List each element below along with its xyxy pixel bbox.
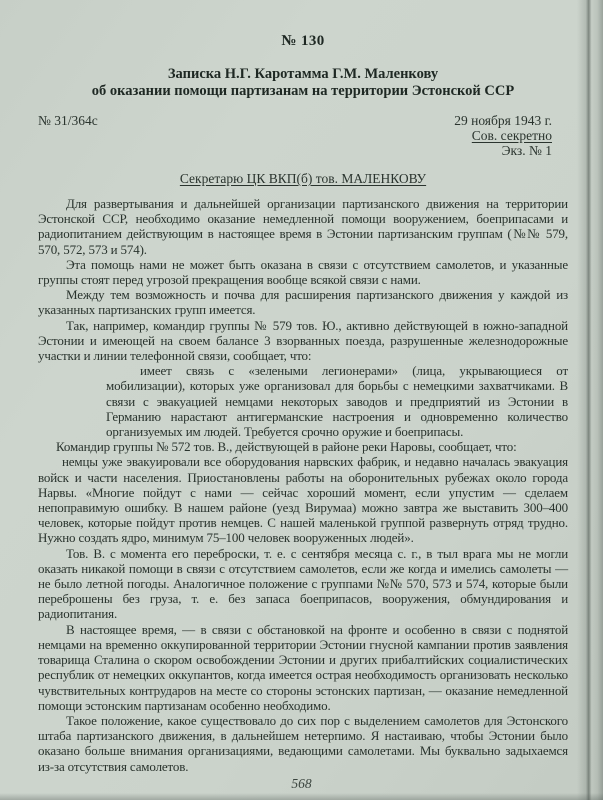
- document-date: 29 ноября 1943 г.: [454, 113, 552, 128]
- copy-number: Экз. № 1: [501, 143, 552, 158]
- paragraph-10: Такое положение, какое существовало до сих пор с выделением самолетов для Эстонского штаба партизанского движения, в дальнейшем нетерпимо. Я настаиваю, чтобы Эстонии было оказано больше внимания организациями, ведающими самолетами. Мы буквально задыхаемся из-за отсутствия самолетов.: [38, 712, 568, 774]
- document-content: [38, 0, 568, 774]
- paragraph-8: Тов. В. с момента его переброски, т. е. с сентября месяца с. г., в тыл врага мы не могли оказать никакой помощи в связи с отсутствием самолетов, если же когда и имелись самолеты — не было летной погоды. Аналогичное положение с группами №№ 570, 573 и 574, которые были переброшены без груза, т. е. без запаса боеприпасов, вооружения, обмундирования и радиопитания.: [38, 545, 568, 622]
- page-number: 568: [291, 776, 312, 791]
- document-title: [38, 66, 568, 100]
- document-title-line2: об оказании помощи партизанам на территории Эстонской ССР: [91, 83, 515, 99]
- paragraph-1: Для развертывания и дальнейшей организации партизанского движения на территории Эстонской ССР, необходимо оказание немедленной помощи вооружением, боеприпасами и радиопитанием действующим в настоящее время в Эстонии партизанским группам (№№ 579, 570, 572, 573 и 574).: [38, 196, 568, 257]
- paragraph-2: Эта помощь нами не может быть оказана в связи с отсутствием самолетов, и указанные группы стоят перед угрозой прекращения вообще всякой связи с нами.: [38, 256, 568, 288]
- paragraph-6: Командир группы № 572 тов. В., действующей в районе реки Наровы, сообщает, что:: [56, 439, 517, 455]
- classification-stamp: Сов. секретно: [471, 128, 552, 143]
- document-meta: [38, 113, 568, 158]
- document-title-line1: Записка Н.Г. Каротамма Г.М. Маленкову: [167, 66, 439, 82]
- paragraph-9: В настоящее время, — в связи с обстановкой на фронте и особенно в связи с поднятой немцами на временно оккупированной территории Эстонии гнусной кампании против заявления товарища Сталина о скором освобождении Эстонии и других прибалтийских социалистических республик от немецких оккупантов, когда имеется острая необходимость организовать несколько чувствительных контрударов на месте со стороны эстонских партизан, — оказание немедленной помощи эстонским партизанам особенно необходимо.: [38, 621, 568, 713]
- document-body: [38, 196, 568, 774]
- paragraph-5-quoted-report: имеет связь с «зелеными легионерами» (лица, укрывающиеся от мобилизации), которых уже организовал для борьбы с немецкими захватчиками. В связи с эвакуацией немцами некоторых заводов и предприятий из Эстонии в Германию нарастают антигерманские настроения и одновременно количество организуемых им людей. Требуется срочно оружие и боеприпасы.: [106, 363, 568, 440]
- bottom-edge-shadow: [0, 793, 603, 800]
- paragraph-3: Между тем возможность и почва для расширения партизанского движения у каждой из указанных партизанских групп имеется.: [38, 287, 568, 318]
- salutation: Секретарю ЦК ВКП(б) тов. МАЛЕНКОВУ: [179, 171, 427, 186]
- book-gutter-shadow: [577, 0, 603, 800]
- paragraph-4: Так, например, командир группы № 579 тов. Ю., активно действующей в южно-западной Эстонии и имеющей на своем балансе 3 взорванных поезда, разрушенные железнодорожные участки и линии телефонной связи, сообщает, что:: [38, 317, 568, 364]
- paragraph-7-quoted-report: немцы уже эвакуировали все оборудования нарвских фабрик, и недавно началась эвакуация войск и части населения. Приостановлены работы на оборонительных рубежах около города Нарвы. «Многие пойдут с нами — сейчас хороший момент, если упустим — сделаем непоправимую ошибку. В нашем районе (уезд Вирумаа) можно завтра же выставить 300–400 человек, которые пойдут против немцев. С нашей маленькой группой развернуть отряд трудно. Нужно создать ядро, минимум 75–100 человек вооруженных людей».: [38, 454, 568, 546]
- reference-number: № 31/364с: [38, 113, 98, 128]
- meta-right-block: [454, 113, 552, 158]
- document-number: № 130: [281, 33, 325, 49]
